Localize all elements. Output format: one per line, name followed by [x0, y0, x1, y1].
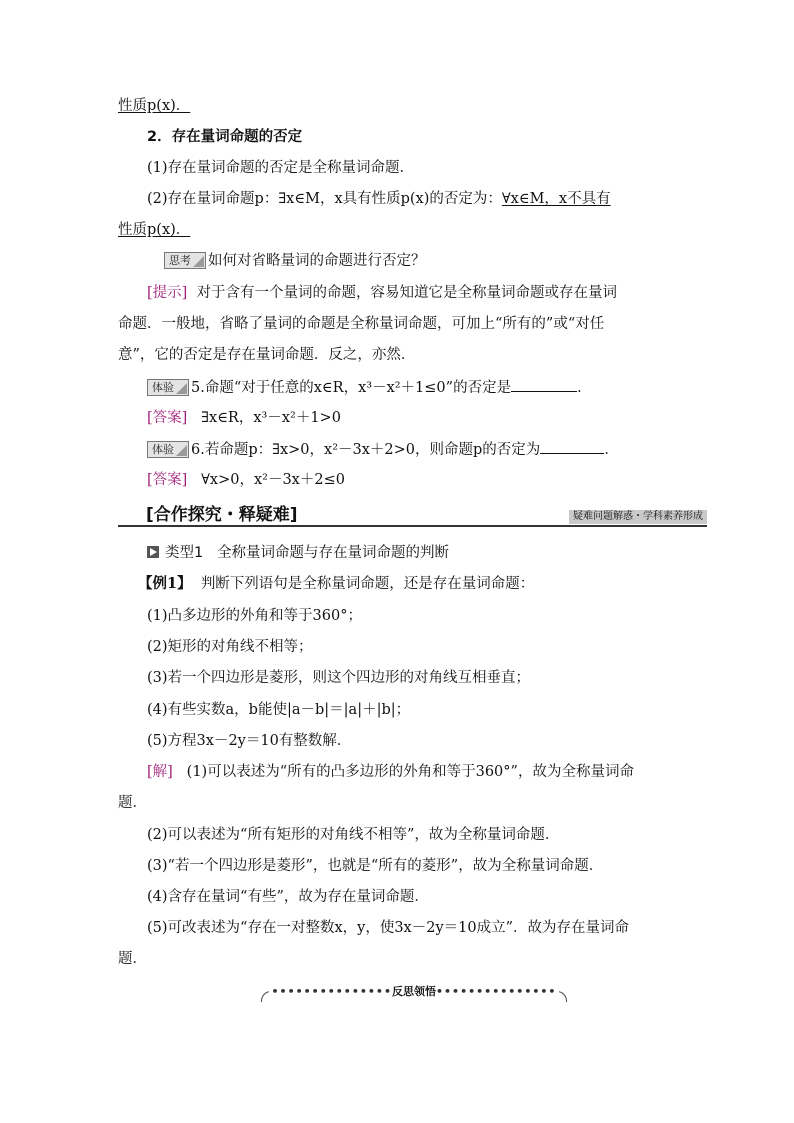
exercise-badge: 体验 [147, 379, 189, 396]
example-question: 【例1】 判断下列语句是全称量词命题，还是存在量词命题： [138, 575, 535, 592]
exercise-badge: 体验 [147, 441, 189, 458]
solution-tag: [解] [147, 764, 173, 780]
answer-tag: [答案] [147, 410, 188, 426]
solution-line: (3)“若一个四边形是菱形”，也就是“所有的菱形”，故为全称量词命题． [147, 858, 604, 874]
exercise-5: 体验 5.命题“对于任意的x∈R，x³－x²＋1≤0”的否定是 ． [147, 377, 592, 398]
answer-line: [答案] ∃x∈R，x³－x²＋1>0 [147, 410, 341, 426]
answer-tag: [答案] [147, 472, 188, 488]
section-title: [合作探究・释疑难] [146, 505, 298, 525]
reflection-banner [261, 983, 567, 1001]
example-item: (3)若一个四边形是菱形，则这个四边形的对角线互相垂直； [147, 670, 531, 686]
example-item: (4)有些实数a，b能使|a－b|＝|a|＋|b|； [147, 702, 411, 718]
section-header [118, 503, 707, 527]
example-item: (1)凸多边形的外角和等于360°； [147, 608, 362, 624]
think-question: 思考 如何对省略量词的命题进行否定？ [164, 251, 426, 271]
type-heading: 类型1 全称量词命题与存在量词命题的判断 [147, 543, 449, 563]
section-rule [118, 525, 707, 527]
solution-line: [解] (1)可以表述为“所有的凸多边形的外角和等于360°”，故为全称量词命 [147, 764, 634, 780]
text-line: 性质p(x)． [118, 222, 191, 238]
corner-triangle-icon [176, 383, 187, 394]
text-line: 性质p(x)． [118, 98, 191, 114]
answer-line: [答案] ∀x>0，x²－3x＋2≤0 [147, 472, 345, 488]
hint-line: [提示] 对于含有一个量词的命题，容易知道它是全称量词命题或存在量词 [147, 285, 618, 301]
think-badge: 思考 [164, 252, 206, 269]
reflection-label: 反思领悟 [392, 985, 436, 998]
corner-triangle-icon [176, 445, 187, 456]
subsection-heading: 2．存在量词命题的否定 [147, 129, 303, 145]
section-subtitle: 疑难问题解惑・学科素养形成 [569, 510, 707, 524]
solution-line: (4)含存在量词“有些”，故为存在量词命题． [147, 889, 429, 905]
text-line: (2)存在量词命题p：∃x∈M，x具有性质p(x)的否定为：∀x∈M，x不具有 [147, 191, 611, 207]
example-item: (5)方程3x－2y＝10有整数解． [147, 733, 352, 749]
example-label: 【例1】 [138, 575, 192, 592]
solution-line: (2)可以表述为“所有矩形的对角线不相等”，故为全称量词命题． [147, 827, 560, 843]
exercise-6: 体验 6.若命题p：∃x>0，x²－3x＋2>0，则命题p的否定为 ． [147, 439, 619, 460]
solution-line: (5)可改表述为“存在一对整数x，y，使3x－2y＝10成立”．故为存在量词命 [147, 920, 630, 936]
dot-divider: ••••••••••••••• [271, 985, 392, 998]
solution-line: 题． [118, 795, 147, 811]
answer-blank [511, 377, 577, 392]
solution-line: 题． [118, 951, 147, 967]
example-item: (2)矩形的对角线不相等； [147, 639, 313, 655]
dot-divider: ••••••••••••••• [436, 985, 557, 998]
answer-blank [540, 439, 604, 454]
underlined-answer: ∀x∈M，x不具有 [501, 191, 611, 207]
text-line: 意”，它的否定是存在量词命题．反之，亦然． [118, 347, 416, 363]
text-line: (1)存在量词命题的否定是全称量词命题． [147, 160, 415, 176]
play-icon [147, 546, 159, 558]
corner-triangle-icon [193, 256, 204, 267]
hint-tag: [提示] [147, 285, 188, 301]
text-line: 命题．一般地，省略了量词的命题是全称量词命题，可加上“所有的”或“对任 [118, 316, 605, 332]
